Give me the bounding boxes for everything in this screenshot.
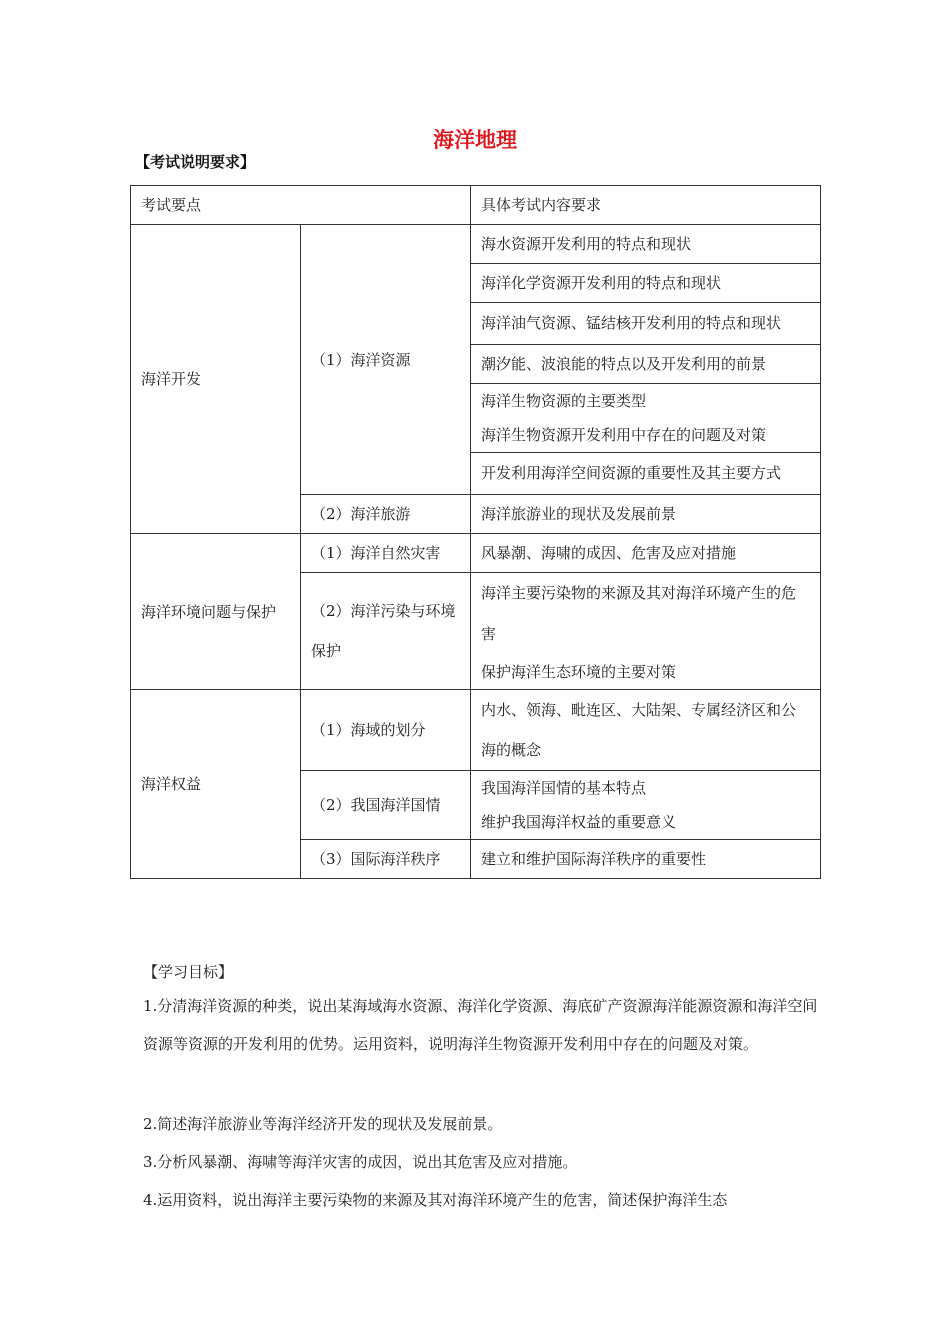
sub-national-conditions: （2）我国海洋国情 (301, 771, 471, 840)
cell-line: 海洋生物资源的主要类型 (481, 392, 647, 410)
goal-item: 1.分清海洋资源的种类，说出某海域海水资源、海洋化学资源、海底矿产资源海洋能源资源和海洋空间资源等资源的开发利用的优势。运用资料，说明海洋生物资源开发利用中存在的问题及对策。 (143, 997, 818, 1053)
goal-item: 4.运用资料，说出海洋主要污染物的来源及其对海洋环境产生的危害，简述保护海洋生态 (143, 1191, 728, 1209)
cell-line: 海洋生物资源开发利用中存在的问题及对策 (481, 426, 767, 444)
header-key-points: 考试要点 (131, 186, 471, 225)
table-cell: 潮汐能、波浪能的特点以及开发利用的前景 (471, 345, 821, 384)
sub-natural-disasters: （1）海洋自然灾害 (301, 534, 471, 573)
table-cell: 内水、领海、毗连区、大陆架、专属经济区和公海的概念 (471, 690, 821, 771)
table-header-row (131, 186, 821, 225)
table-cell (471, 384, 821, 453)
table-cell (471, 771, 821, 840)
sub-sea-zones: （1）海域的划分 (301, 690, 471, 771)
table-cell: 建立和维护国际海洋秩序的重要性 (471, 840, 821, 879)
table-cell: 开发利用海洋空间资源的重要性及其主要方式 (471, 453, 821, 495)
exam-requirements-label: 【考试说明要求】 (135, 153, 256, 171)
learning-goals-label: 【学习目标】 (143, 963, 234, 981)
page-title: 海洋地理 (433, 128, 517, 152)
sub-international-order: （3）国际海洋秩序 (301, 840, 471, 879)
sub-pollution-protection: （2）海洋污染与环境保护 (301, 573, 471, 690)
table-cell: 海洋化学资源开发利用的特点和现状 (471, 264, 821, 303)
exam-requirements-table (130, 185, 821, 879)
table-cell: 海洋油气资源、锰结核开发利用的特点和现状 (471, 303, 821, 345)
sub-ocean-resources: （1）海洋资源 (301, 225, 471, 495)
cell-line: 保护海洋生态环境的主要对策 (481, 663, 677, 681)
goal-item: 3.分析风暴潮、海啸等海洋灾害的成因，说出其危害及应对措施。 (143, 1153, 578, 1171)
table-row (131, 534, 821, 573)
header-content: 具体考试内容要求 (471, 186, 821, 225)
topic-ocean-development: 海洋开发 (131, 225, 301, 534)
topic-ocean-rights: 海洋权益 (131, 690, 301, 879)
sub-ocean-tourism: （2）海洋旅游 (301, 495, 471, 534)
cell-line: 海洋主要污染物的来源及其对海洋环境产生的危害 (481, 584, 797, 643)
table-row (131, 225, 821, 264)
cell-line: 我国海洋国情的基本特点 (481, 779, 647, 797)
goal-item: 2.简述海洋旅游业等海洋经济开发的现状及发展前景。 (143, 1115, 503, 1133)
table-cell (471, 573, 821, 690)
cell-line: 维护我国海洋权益的重要意义 (481, 813, 677, 831)
table-row (131, 690, 821, 771)
table-cell: 风暴潮、海啸的成因、危害及应对措施 (471, 534, 821, 573)
topic-ocean-environment: 海洋环境问题与保护 (131, 534, 301, 690)
table-cell: 海水资源开发利用的特点和现状 (471, 225, 821, 264)
table-cell: 海洋旅游业的现状及发展前景 (471, 495, 821, 534)
